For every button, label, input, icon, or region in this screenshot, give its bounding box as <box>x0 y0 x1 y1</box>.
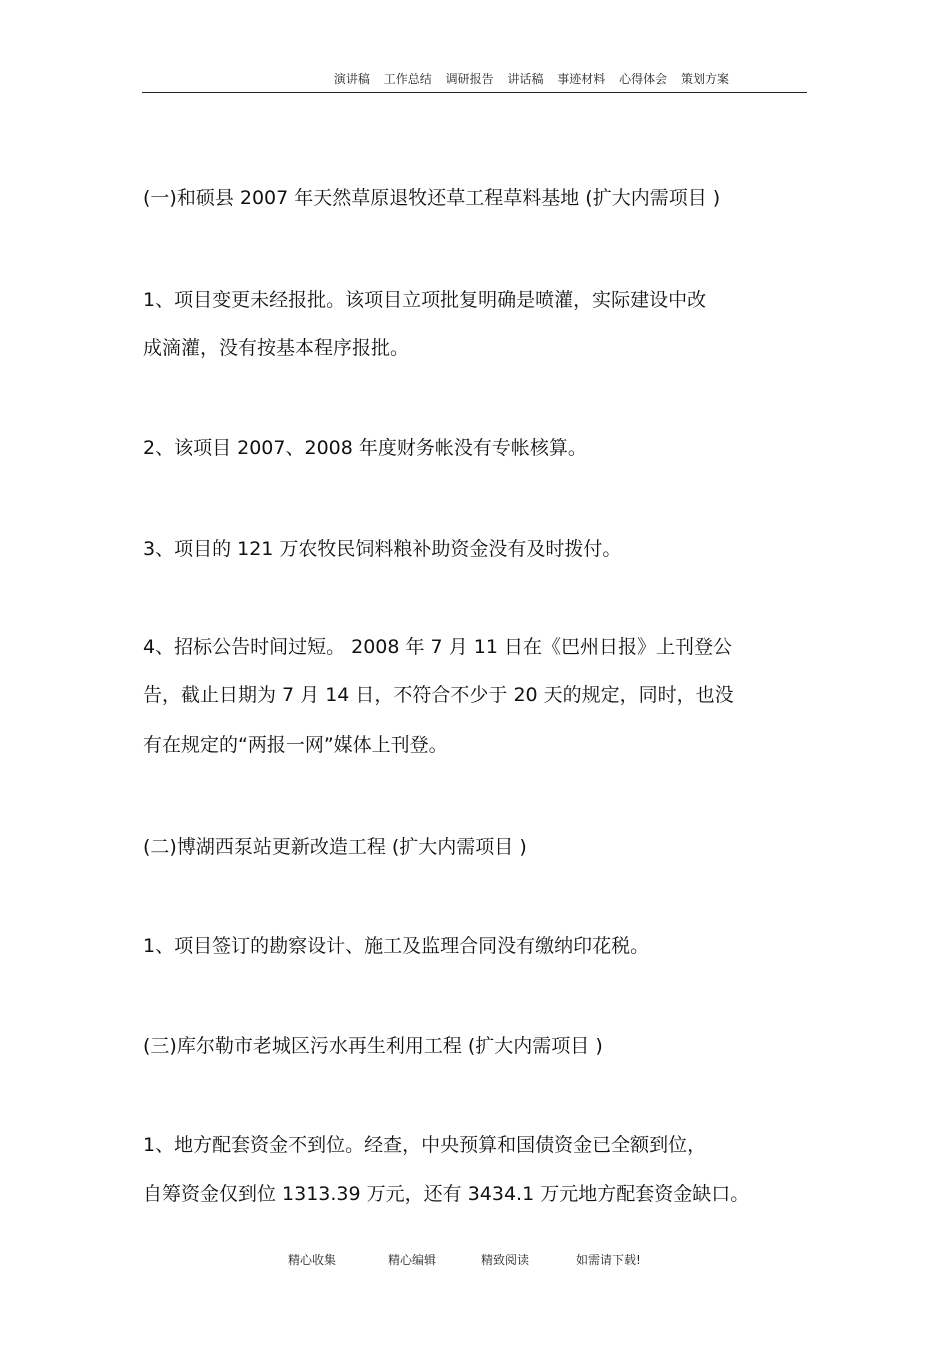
section-heading-2: (二)博湖西泵站更新改造工程 (扩大内需项目 ) <box>143 836 527 858</box>
header-link-work-summary[interactable]: 工作总结 <box>383 72 432 86</box>
footer-item: 精心编辑 <box>388 1253 437 1267</box>
header-link-reflections[interactable]: 心得体会 <box>619 72 668 86</box>
header-category-links <box>324 70 729 87</box>
paragraph-line: 4、招标公告时间过短。 2008 年 7 月 11 日在《巴州日报》上刊登公 <box>143 636 732 658</box>
header-link-deeds[interactable]: 事迹材料 <box>557 72 606 86</box>
footer-item: 精心收集 <box>288 1253 337 1267</box>
paragraph-line: 1、项目变更未经报批。该项目立项批复明确是喷灌，实际建设中改 <box>143 289 707 311</box>
header-link-speech[interactable]: 演讲稿 <box>333 72 370 86</box>
header-link-address[interactable]: 讲话稿 <box>507 72 544 86</box>
paragraph-line: 1、项目签订的勘察设计、施工及监理合同没有缴纳印花税。 <box>143 935 650 957</box>
paragraph-line: 告，截止日期为 7 月 14 日，不符合不少于 20 天的规定，同时，也没 <box>143 684 734 706</box>
footer-download-note: 如需请下载! <box>576 1253 641 1267</box>
paragraph-line: 3、项目的 121 万农牧民饲料粮补助资金没有及时拨付。 <box>143 538 622 560</box>
paragraph-line: 有在规定的“两报一网”媒体上刊登。 <box>143 734 448 756</box>
section-heading-1: (一)和硕县 2007 年天然草原退牧还草工程草料基地 (扩大内需项目 ) <box>143 187 721 209</box>
section-heading-3: (三)库尔勒市老城区污水再生利用工程 (扩大内需项目 ) <box>143 1035 603 1057</box>
paragraph-line: 自筹资金仅到位 1313.39 万元，还有 3434.1 万元地方配套资金缺口。 <box>143 1183 750 1205</box>
footer-item: 精致阅读 <box>481 1253 530 1267</box>
paragraph-line: 成滴灌，没有按基本程序报批。 <box>143 337 410 359</box>
header-link-research-report[interactable]: 调研报告 <box>445 72 494 86</box>
paragraph-line: 2、该项目 2007、2008 年度财务帐没有专帐核算。 <box>143 437 587 459</box>
paragraph-line: 1、地方配套资金不到位。经查，中央预算和国债资金已全额到位， <box>143 1134 707 1156</box>
page-header <box>142 66 807 93</box>
header-link-planning[interactable]: 策划方案 <box>680 72 729 86</box>
